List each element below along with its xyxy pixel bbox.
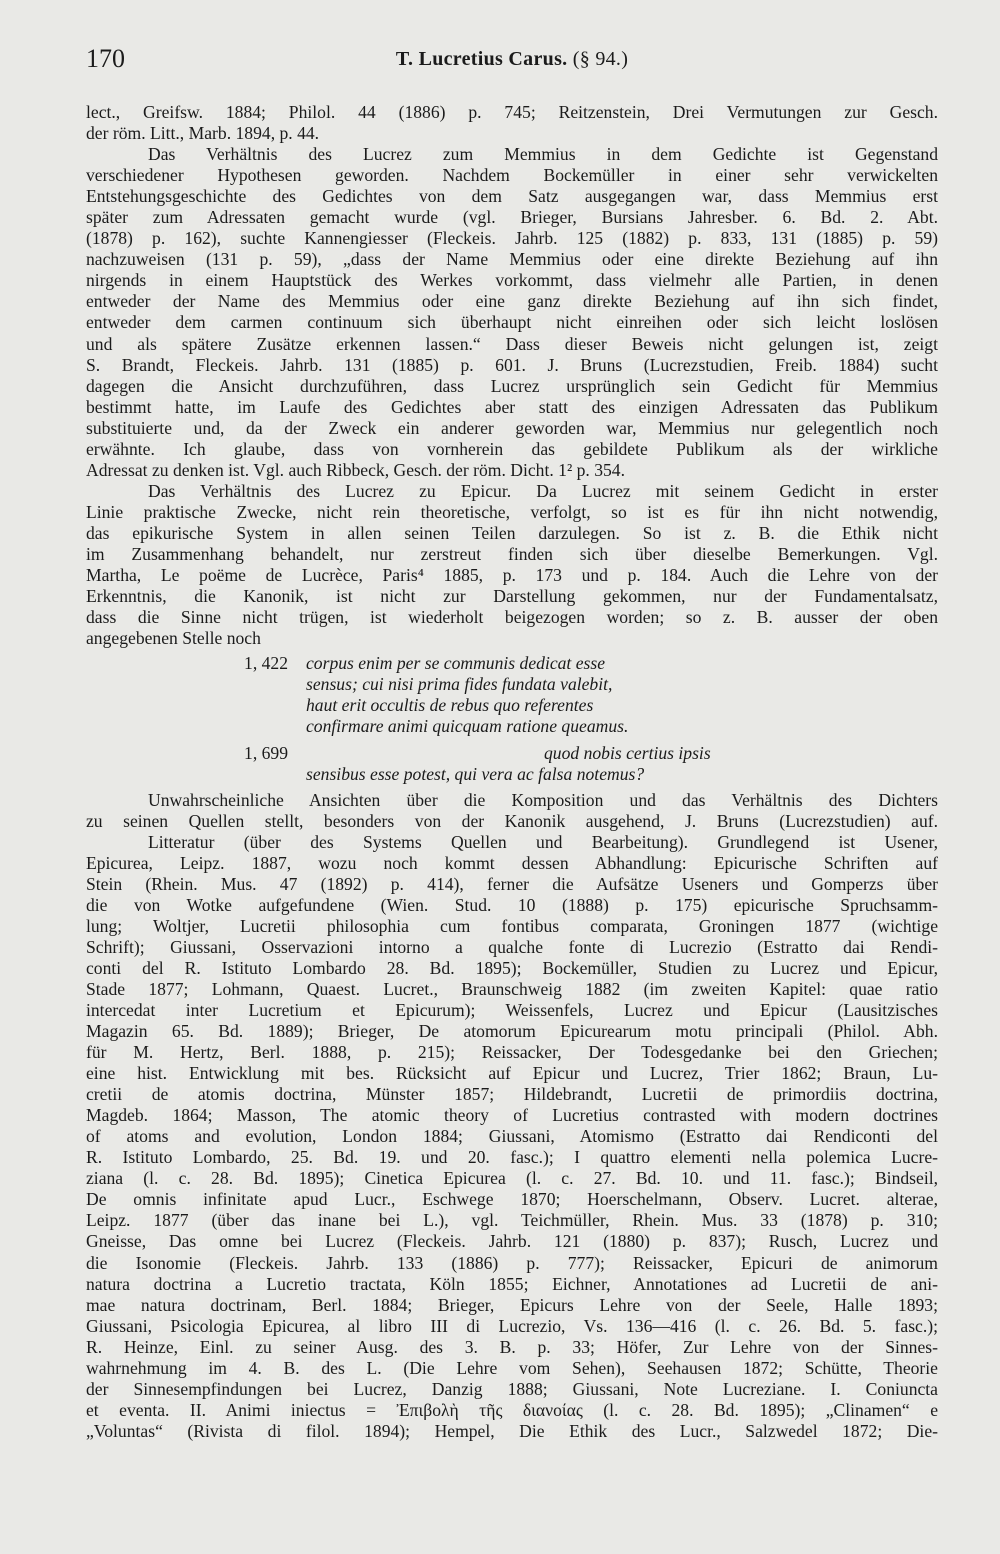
text-line: et eventa. II. Animi iniectus = Ἐπιβολὴ τῆς διανοίας (l. c. 28. Bd. 1895); „Clinamen“ e: [86, 1399, 938, 1420]
text-line: substituierte und, da der Zweck ein anderer geworden war, Memmius nur gelegentlich noch: [86, 417, 938, 438]
text-line: dagegen die Ansicht durchzuführen, dass Lucrez ursprünglich sein Gedicht für Memmius: [86, 375, 938, 396]
text-line: Linie praktische Zwecke, nicht rein theoretische, verfolgt, so ist es für ihn nicht notwendig,: [86, 501, 938, 522]
text-line: Schrift); Giussani, Osservazioni intorno a qualche fonte di Lucrezio (Estratto dai Rendi-: [86, 936, 938, 957]
text-line: verschiedener Hypothesen geworden. Nachdem Bockemüller in einer sehr verwickelten: [86, 165, 938, 186]
text-line: zu seinen Quellen stellt, besonders von der Kanonik ausgehend, J. Bruns (Lucrezstudien) auf.: [86, 810, 938, 831]
text-line: bestimmt hatte, im Laufe des Gedichtes aber statt des einzigen Adressaten das Publikum: [86, 396, 938, 417]
quote-line: [86, 674, 938, 695]
section-number: (§ 94.): [572, 48, 629, 70]
running-title: [86, 48, 938, 71]
text-line: Epicurea, Leipz. 1887, wozu noch kommt dessen Abhandlung: Epicurische Schriften auf: [86, 852, 938, 873]
text-line: conti del R. Istituto Lombardo 28. Bd. 1895); Bockemüller, Studien zu Lucrez und Epicur,: [86, 957, 938, 978]
quote-line: [86, 716, 938, 737]
text-line: Giussani, Psicologia Epicurea, al libro III di Lucrezio, Vs. 136—416 (l. c. 26. Bd. 5. fasc.);: [86, 1315, 938, 1336]
text-line: ziana (l. c. 28. Bd. 1895); Cinetica Epicurea (l. c. 27. Bd. 10. und 11. fasc.); Bindseil,: [86, 1168, 938, 1189]
quote-line: [86, 743, 938, 764]
text-line: dass die Sinne nicht trügen, ist wiederholt beigezogen worden; so z. B. ausser der oben: [86, 607, 938, 628]
running-title-text: T. Lucretius Carus.: [395, 48, 568, 70]
text-line: eine hist. Entwicklung mit bes. Rücksicht auf Epicur und Lucrez, Trier 1862; Braun, Lu-: [86, 1063, 938, 1084]
paragraph-ansichten: [86, 790, 938, 832]
text-line: Stein (Rhein. Mus. 47 (1892) p. 414), ferner die Aufsätze Useners und Gomperzs über: [86, 873, 938, 894]
paragraph-litteratur: [86, 832, 938, 1442]
text-line: Litteratur (über des Systems Quellen und Bearbeitung). Grundlegend ist Usener,: [148, 831, 938, 852]
text-line: wahrnehmung im 4. B. des L. (Die Lehre vom Sehen), Seehausen 1872; Schütte, Theorie: [86, 1357, 938, 1378]
text-line: Magdeb. 1864; Masson, The atomic theory of Lucretius contrasted with modern doctrines: [86, 1105, 938, 1126]
text-line: mae natura doctrinam, Berl. 1884; Brieger, Epicurs Lehre von der Seele, Halle 1893;: [86, 1294, 938, 1315]
verse-text: confirmare animi quicquam ratione queamus.: [306, 716, 629, 737]
text-line: angegebenen Stelle noch: [86, 628, 261, 649]
text-line: Das Verhältnis des Lucrez zu Epicur. Da Lucrez mit seinem Gedicht in erster: [148, 480, 938, 501]
text-line: nirgends in einem Hauptstück des Werkes vorkommt, dass vielmehr alle Partien, in denen: [86, 270, 938, 291]
text-line: cretii de atomis doctrina, Münster 1857; Hildebrandt, Lucretii de primordiis doctrina,: [86, 1084, 938, 1105]
text-line: erwähnte. Ich glaube, dass von vornherein das gebildete Publikum als der wirkliche: [86, 438, 938, 459]
verse-text: sensus; cui nisi prima fides fundata valebit,: [306, 674, 613, 695]
text-line: (1878) p. 162), suchte Kannengiesser (Fleckeis. Jahrb. 125 (1882) p. 833, 131 (1885) p. 59): [86, 228, 938, 249]
text-line: intercedat inter Lucretium et Epicurum); Weissenfels, Lucrez und Epicur (Lausitzisches: [86, 999, 938, 1020]
text-line: entweder der Name des Memmius oder eine ganz direkte Beziehung auf ihn sich findet,: [86, 291, 938, 312]
text-line: Gneisse, Das omne bei Lucrez (Fleckeis. Jahrb. 121 (1880) p. 837); Rusch, Lucrez und: [86, 1231, 938, 1252]
quote-line: [86, 695, 938, 716]
text-line: Unwahrscheinliche Ansichten über die Komposition und das Verhältnis des Dichters: [148, 789, 938, 810]
text-line: Das Verhältnis des Lucrez zum Memmius in dem Gedichte ist Gegenstand: [148, 144, 938, 165]
latin-quotation: [86, 653, 938, 785]
quote-line: [86, 764, 938, 785]
text-line: später zum Adressaten gemacht wurde (vgl. Brieger, Bursians Jahresber. 6. Bd. 2. Abt.: [86, 207, 938, 228]
quote-line: [86, 653, 938, 674]
text-line: Leipz. 1877 (über das inane bei L.), vgl. Teichmüller, Rhein. Mus. 33 (1878) p. 310;: [86, 1210, 938, 1231]
text-line: Magazin 65. Bd. 1889); Brieger, De atomorum Epicurearum motu principali (Philol. Abh.: [86, 1021, 938, 1042]
text-line: der Sinnesempfindungen bei Lucrez, Danzig 1888; Giussani, Note Lucreziane. I. Coniuncta: [86, 1378, 938, 1399]
text-line: im Zusammenhang behandelt, nur zerstreut finden sich über dieselbe Bemerkungen. Vgl.: [86, 543, 938, 564]
text-line: Stade 1877; Lohmann, Quaest. Lucret., Braunschweig 1882 (im zweiten Kapitel: quae ratio: [86, 978, 938, 999]
text-line: Martha, Le poëme de Lucrèce, Paris⁴ 1885, p. 173 und p. 184. Auch die Lehre von der: [86, 565, 938, 586]
text-line: „Voluntas“ (Rivista di filol. 1894); Hempel, Die Ethik des Lucr., Salzwedel 1872; Die-: [86, 1420, 938, 1441]
text-line: und als spätere Zusätze erkennen lassen.“ Dass dieser Beweis nicht gelungen ist, zeigt: [86, 333, 938, 354]
verse-text: quod nobis certius ipsis: [544, 743, 711, 764]
paragraph-1: [86, 102, 938, 144]
text-line: Adressat zu denken ist. Vgl. auch Ribbeck, Gesch. der röm. Dicht. 1² p. 354.: [86, 459, 625, 480]
verse-text: haut erit occultis de rebus quo referentes: [306, 695, 594, 716]
verse-reference: 1, 699: [244, 743, 288, 764]
text-line: of atoms and evolution, London 1884; Giussani, Atomismo (Estratto dai Rendiconti del: [86, 1126, 938, 1147]
text-line: R. Istituto Lombardo, 25. Bd. 19. und 20. fasc.); I quattro elementi nella polemica Lucre-: [86, 1147, 938, 1168]
text-line: nachzuweisen (131 p. 59), „dass der Name Memmius oder eine direkte Beziehung auf ihn: [86, 249, 938, 270]
body-text: [86, 102, 938, 1442]
verse-text: corpus enim per se communis dedicat esse: [306, 653, 606, 674]
text-line: Erkenntnis, die Kanonik, ist nicht zur Darstellung gekommen, nur der Fundamentalsatz,: [86, 586, 938, 607]
text-line: das epikurische System in allen seinen Teilen darzulegen. So ist z. B. die Ethik nicht: [86, 522, 938, 543]
text-line: lect., Greifsw. 1884; Philol. 44 (1886) p. 745; Reitzenstein, Drei Vermutungen zur Gesch.: [86, 102, 938, 122]
text-line: Entstehungsgeschichte des Gedichtes von dem Satz ausgegangen war, dass Memmius erst: [86, 186, 938, 207]
text-line: die von Wotke aufgefundene (Wien. Stud. 10 (1888) p. 175) epicurische Spruchsamm-: [86, 894, 938, 915]
text-line: entweder dem carmen continuum sich überhaupt nicht einreihen oder sich leicht loslösen: [86, 312, 938, 333]
paragraph-memmius: [86, 144, 938, 481]
text-line: für M. Hertz, Berl. 1888, p. 215); Reissacker, Der Todesgedanke bei den Griechen;: [86, 1042, 938, 1063]
text-line: die Isonomie (Fleckeis. Jahrb. 133 (1886) p. 777); Reissacker, Epicuri de animorum: [86, 1252, 938, 1273]
paragraph-epicur: [86, 481, 938, 649]
text-line: R. Heinze, Einl. zu seiner Ausg. des 3. B. p. 33; Höfer, Zur Lehre von der Sinnes-: [86, 1336, 938, 1357]
text-line: De omnis infinitate apud Lucr., Eschwege 1870; Hoerschelmann, Observ. Lucret. alterae,: [86, 1189, 938, 1210]
verse-reference: 1, 422: [244, 653, 288, 674]
page-number: 170: [86, 44, 125, 73]
text-line: der röm. Litt., Marb. 1894, p. 44.: [86, 123, 320, 144]
text-line: S. Brandt, Fleckeis. Jahrb. 131 (1885) p. 601. J. Bruns (Lucrezstudien, Freib. 1884) sucht: [86, 354, 938, 375]
text-line: natura doctrina a Lucretio tractata, Köln 1855; Eichner, Annotationes ad Lucretii de ani-: [86, 1273, 938, 1294]
verse-text: sensibus esse potest, qui vera ac falsa notemus?: [306, 764, 645, 785]
text-line: lung; Woltjer, Lucretii philosophia cum fontibus comparata, Groningen 1877 (wichtige: [86, 915, 938, 936]
page-header: [86, 38, 938, 82]
